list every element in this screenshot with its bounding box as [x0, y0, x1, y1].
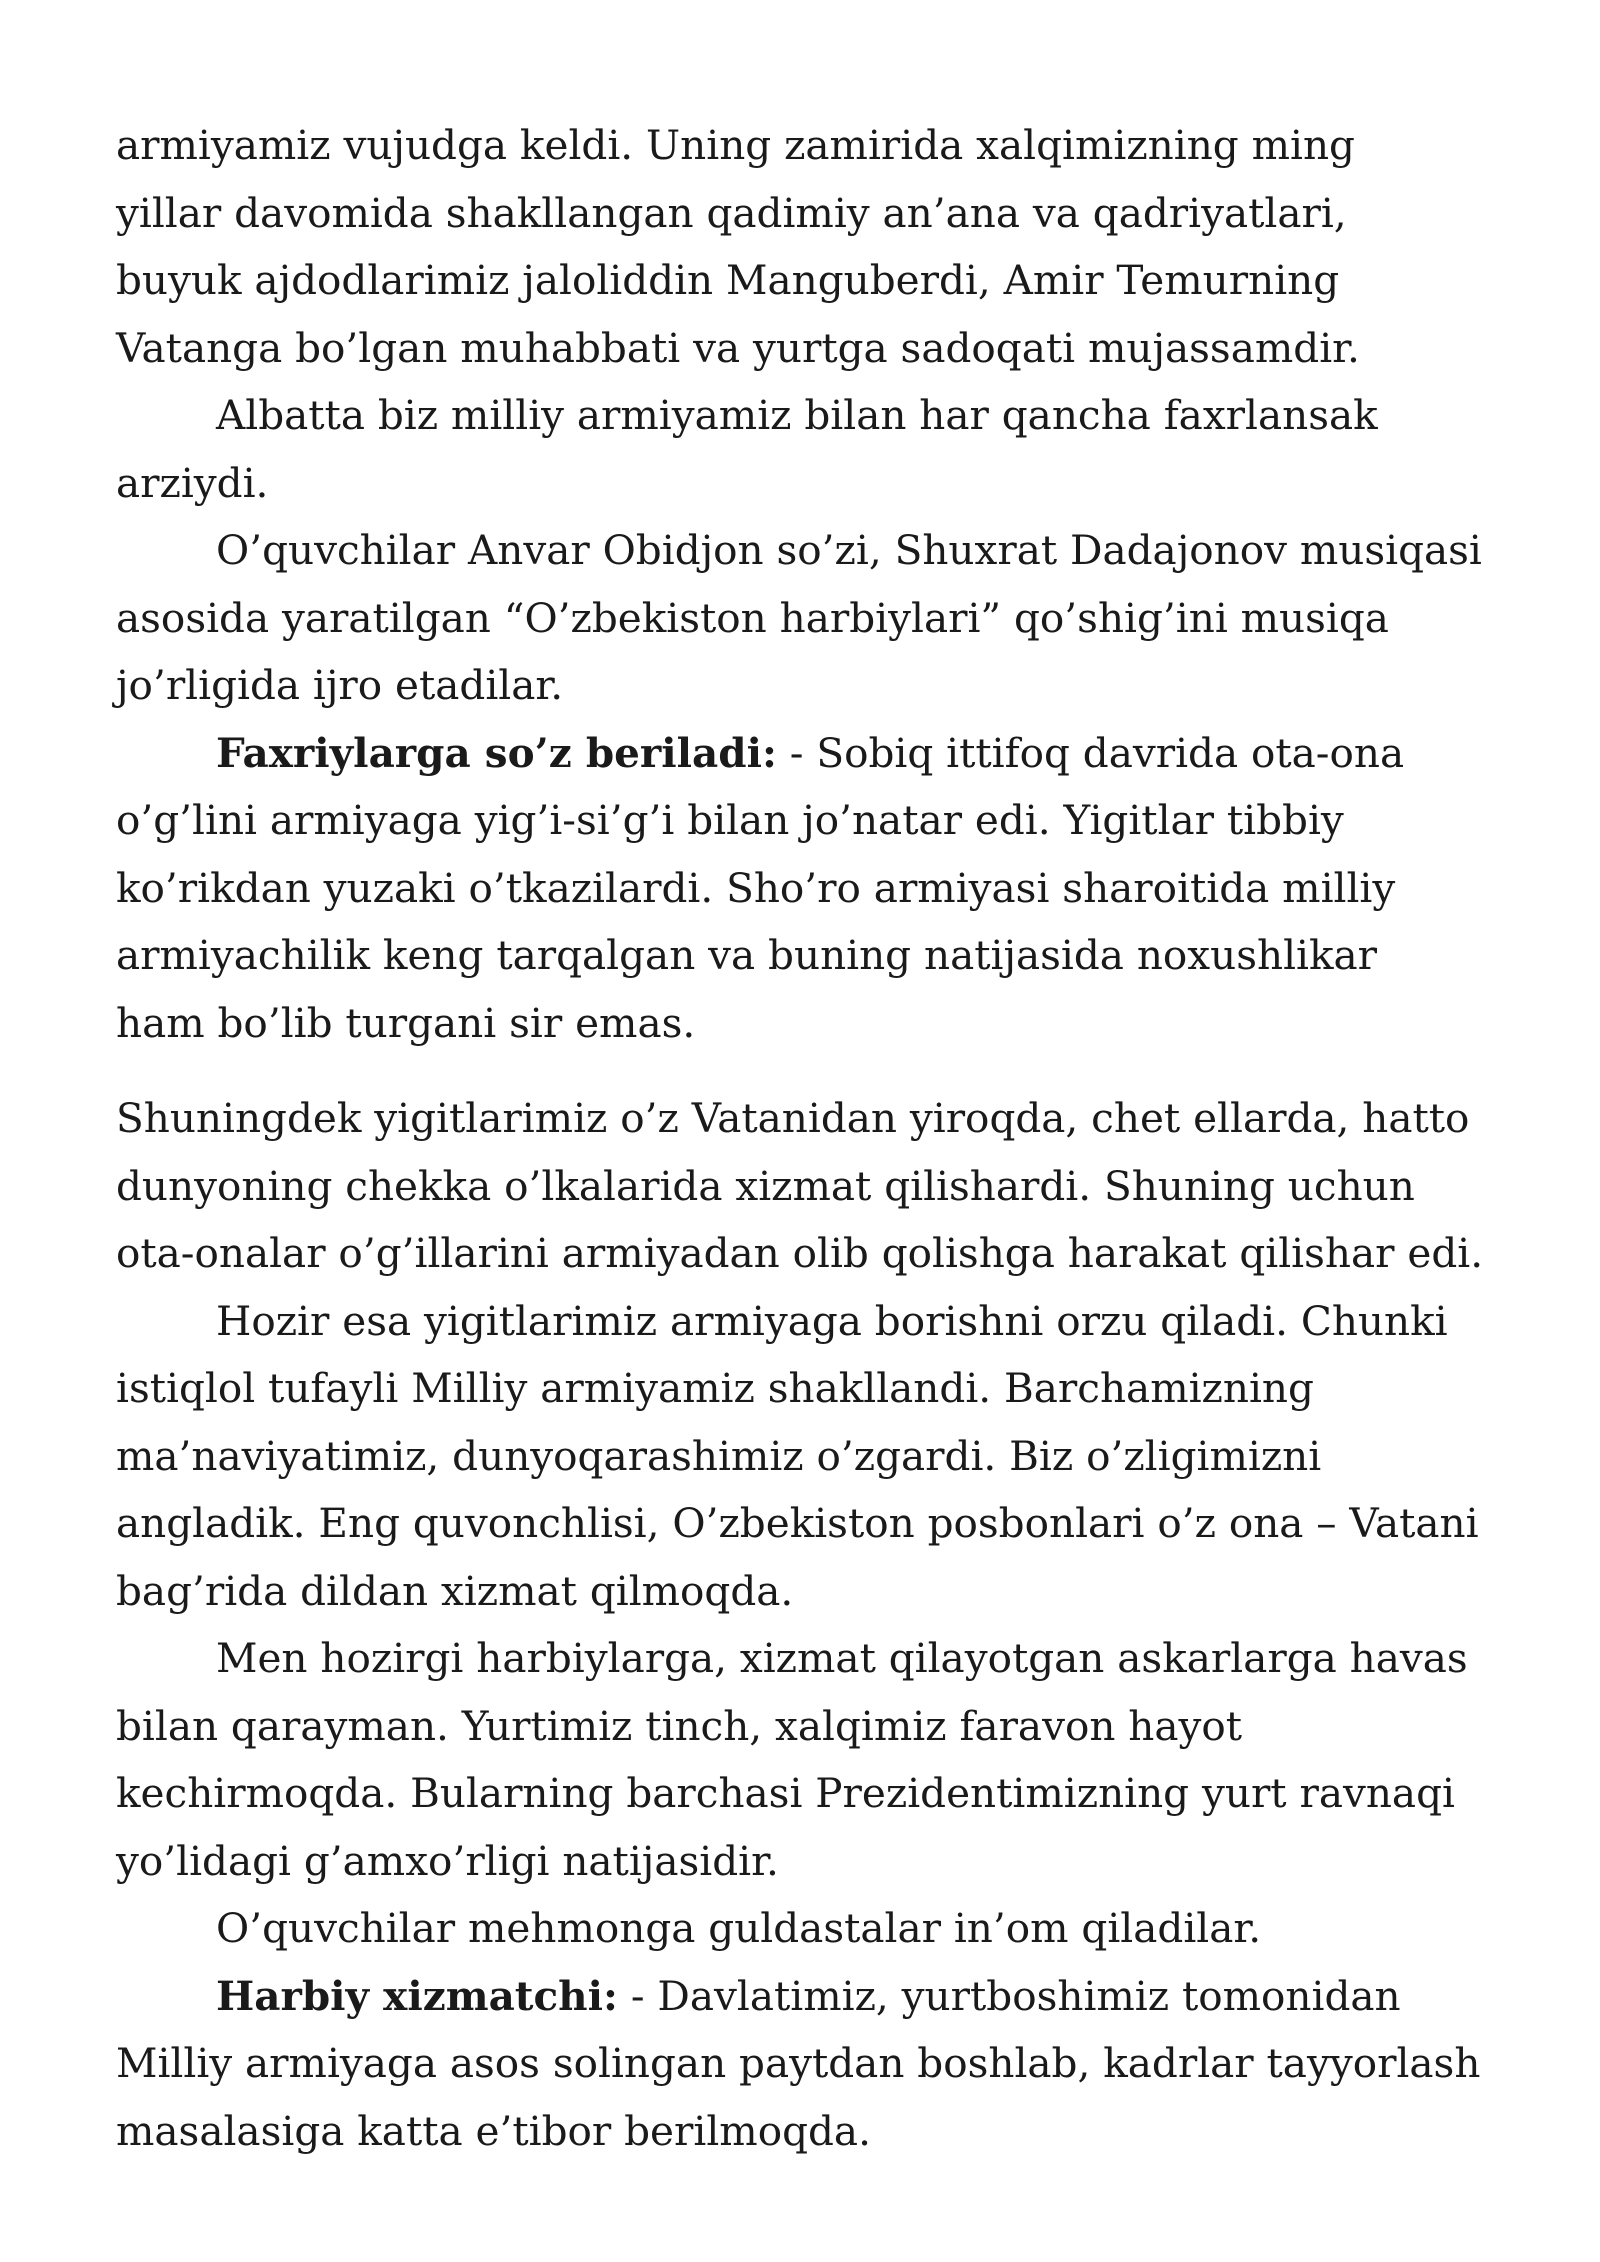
soldier-speaker-label: Harbiy xizmatchi:	[216, 1971, 618, 2020]
text-line: angladik. Eng quvonchlisi, O’zbekiston posbonlari o’z ona – Vatani	[116, 1499, 1479, 1547]
text-line: yo’lidagi g’amxo’rligi natijasidir.	[116, 1836, 779, 1885]
veterans-speaker-label: Faxriylarga so’z beriladi:	[216, 728, 777, 777]
text-line: O’quvchilar mehmonga guldastalar in’om qiladilar.	[216, 1904, 1262, 1952]
text-line: yillar davomida shakllangan qadimiy an’ana va qadriyatlari,	[116, 188, 1347, 237]
text-line: Albatta biz milliy armiyamiz bilan har qancha faxrlansak	[216, 391, 1378, 439]
text-line: jo’rligida ijro etadilar.	[116, 661, 564, 709]
text-line: ham bo’lib turgani sir emas.	[116, 998, 696, 1047]
text-line: bilan qarayman. Yurtimiz tinch, xalqimiz faravon hayot	[116, 1701, 1243, 1750]
text-line: arziydi.	[116, 458, 269, 507]
text-line: Vatanga bo’lgan muhabbati va yurtga sadoqati mujassamdir.	[116, 323, 1360, 372]
veterans-speech-line	[116, 720, 1516, 788]
text-line: asosida yaratilgan “O’zbekiston harbiylari” qo’shig’ini musiqa	[116, 593, 1389, 642]
text-line: armiyachilik keng tarqalgan va buning natijasida noxushlikar	[116, 931, 1378, 979]
text-line: buyuk ajdodlarimiz jaloliddin Manguberdi, Amir Temurning	[116, 256, 1340, 304]
text-line: Milliy armiyaga asos solingan paytdan boshlab, kadrlar tayyorlash	[116, 2039, 1481, 2087]
text-line: Hozir esa yigitlarimiz armiyaga borishni orzu qiladi. Chunki	[216, 1296, 1448, 1345]
text-line: Men hozirgi harbiylarga, xizmat qilayotgan askarlarga havas	[216, 1634, 1468, 1682]
paragraph-gap	[116, 1057, 1516, 1085]
text-line: kechirmoqda. Bularning barchasi Prezidentimizning yurt ravnaqi	[116, 1769, 1455, 1817]
text-line: istiqlol tufayli Milliy armiyamiz shakllandi. Barchamizning	[116, 1364, 1314, 1412]
text-line: ota-onalar o’g’illarini armiyadan olib qolishga harakat qilishar edi.	[116, 1229, 1484, 1277]
text-line: dunyoning chekka o’lkalarida xizmat qilishardi. Shuning uchun	[116, 1161, 1415, 1210]
text-line: bag’rida dildan xizmat qilmoqda.	[116, 1566, 794, 1615]
text-line: O’quvchilar Anvar Obidjon so’zi, Shuxrat Dadajonov musiqasi	[216, 526, 1482, 574]
document-body	[116, 112, 1516, 2165]
text-line: ma’naviyatimiz, dunyoqarashimiz o’zgardi. Biz o’zligimizni	[116, 1431, 1322, 1480]
text-line: armiyamiz vujudga keldi. Uning zamirida xalqimizning ming	[116, 121, 1355, 169]
soldier-speech-line	[116, 1963, 1516, 2031]
soldier-speech-start: - Davlatimiz, yurtboshimiz tomonidan	[617, 1971, 1401, 2020]
text-line: o’g’lini armiyaga yig’i-si’g’i bilan jo’natar edi. Yigitlar tibbiy	[116, 796, 1344, 844]
veterans-speech-start: - Sobiq ittifoq davrida ota-ona	[776, 728, 1405, 777]
text-line: masalasiga katta e’tibor berilmoqda.	[116, 2106, 871, 2155]
text-line: ko’rikdan yuzaki o’tkazilardi. Sho’ro armiyasi sharoitida milliy	[116, 863, 1396, 912]
text-line: Shuningdek yigitlarimiz o’z Vatanidan yiroqda, chet ellarda, hatto	[116, 1094, 1470, 1142]
